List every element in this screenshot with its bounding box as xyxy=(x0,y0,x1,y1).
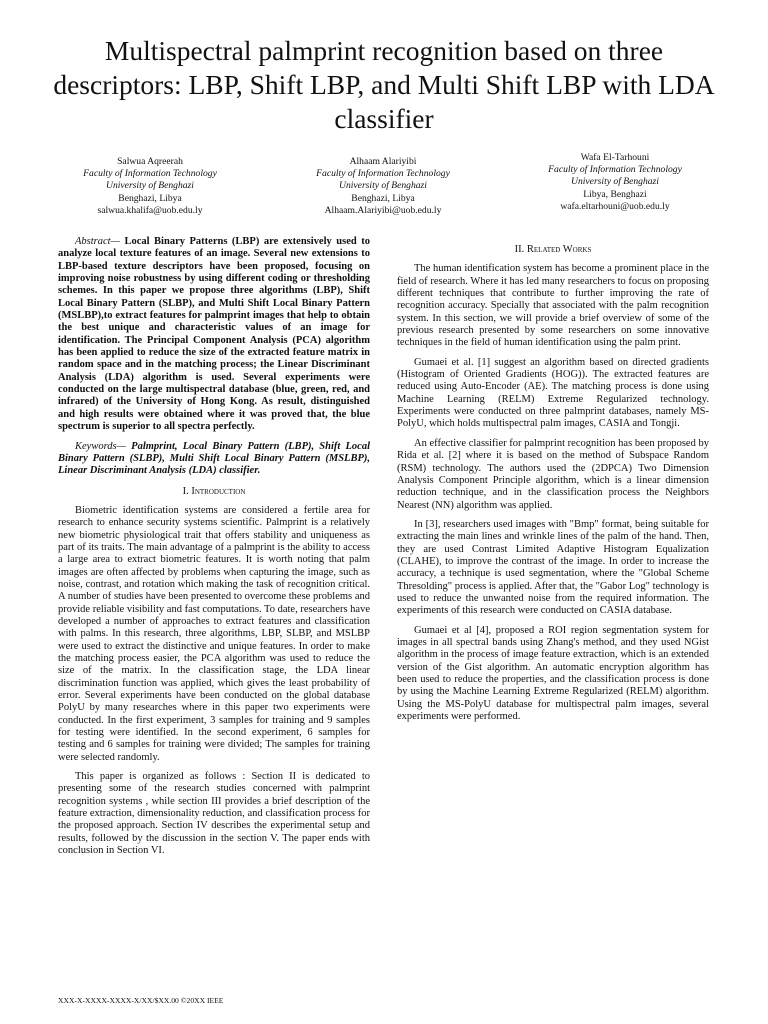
section-heading-related-works: II. Related Works xyxy=(514,244,592,255)
author-location: Benghazi, Libya xyxy=(118,192,182,204)
section-heading-introduction: I. Introduction xyxy=(182,485,246,497)
author-email: Alhaam.Alariyibi@uob.edu.ly xyxy=(324,204,442,216)
abstract-text: Local Binary Patterns (LBP) are extensively used to analyze local texture features of an image. Several new extensions to LBP-based texture descriptors have been proposed, focusing on improving noise robustness by using different coding or thresholding schemes. In this paper we propose three algorithms (LBP), Shift Local Binary Pattern (SLBP), and Multi Shift Local Binary Pattern (MSLBP),to extract features for palmprint images that help to obtain the best unique and characteristic values of an image for identification. The Principal Component Analysis (PCA) algorithm has been applied to reduce the size of the extracted feature matrix in random space and in the matching process; the Linear Discriminant Analysis (LDA) algorithm is used. Several experiments were conducted on the large multispectral database (blue, green, red, and infrared) of the University of Hong Kong. As result, distinguished and high results were obtained where it was proved that, the blue spectrum is superior to all spectra perfectly. xyxy=(58,236,370,433)
related-paragraph: In [3], researchers used images with "Bmp" format, being suitable for extracting the main lines and wrinkle lines of the palm of the hand. Then, they are used Contrast Limited Adaptive Histogram Equalization (CLAHE), to improve the contrast of the image. In order to increase the accuracy, a technique is used segmentation, where the "Global Scheme Thresolding" process is applied. After that, the "Gabor Log" technology is used to reduce the unwanted noise from the required information. The experiments of this research were conducted on CASIA database. xyxy=(397,518,709,617)
author-block-1 xyxy=(35,156,265,217)
author-faculty: Faculty of Information Technology xyxy=(548,164,682,176)
intro-paragraph: Biometric identification systems are considered a fertile area for research to enhance security systems scientific. Palmprint is a relatively new biometric physiological trait that offers stability and uniqueness as part of its traits. The main advantage of a palmprint is the ability to access a large area to extract biometric features. It is worth noting that palm images are often affected by problems when capturing the image, such as noise, contrast, and rotation which making the task of recognition critical. A number of studies have been presented to overcome these problems and provide reliable visibility and fast computations. To date, researchers have developed a number of approaches to extract features and classification with palms. In this research, three algorithms, LBP, SLBP, and MSLBP were used to extract the distinctive and unique features. In order to make the matching process easier, the PCA algorithm was used to reduce the size of the matrix. In the classification stage, the LDA linear discrimination function was applied, which gives the least probability of error. Several experiments have been conducted on the global database PolyU by many researches where in this paper two experiments were conducted. In the first experiment, 3 samples for training and 9 samples for testing were identified. In the second experiment, 6 samples for testing and 6 samples for training were divided; The samples for training were selected randomly. xyxy=(58,504,370,763)
keywords-label: Keywords— xyxy=(75,440,126,452)
author-location: Benghazi, Libya xyxy=(351,192,415,204)
author-name: Salwua Aqreerah xyxy=(117,156,183,167)
abstract xyxy=(58,236,370,434)
paper-title: Multispectral palmprint recognition based on three descriptors: LBP, Shift LBP, and Multi Shift LBP with LDA classifier xyxy=(53,35,715,134)
author-email: salwua.khalifa@uob.edu.ly xyxy=(97,204,203,216)
author-name: Alhaam Alariyibi xyxy=(349,156,417,167)
related-paragraph: Gumaei et al [4], proposed a ROI region segmentation system for images in all spectral bands using Zhang's method, and they used NGist algorithm in the process of image feature extraction, which is an extended version of the Gist algorithm. An automatic encryption algorithm has been used to reduce the properties, and the classification process is done by using the Machine Learning Extreme Regularized (RELM) algorithm. Using the MS-PolyU database for multispectral palm images, several experiments were performed. xyxy=(397,624,709,723)
author-university: University of Benghazi xyxy=(339,180,427,192)
left-column xyxy=(58,236,370,865)
author-faculty: Faculty of Information Technology xyxy=(83,168,217,180)
author-university: University of Benghazi xyxy=(571,176,659,188)
right-column xyxy=(397,236,709,730)
author-email: wafa.eltarhouni@uob.edu.ly xyxy=(560,200,670,212)
related-paragraph: The human identification system has become a prominent place in the field of research. Where it has led many researchers to focus on proposing different techniques that contribute to further improving the rate of recognition accuracy. Specially that associated with the palm recognition system. In this section, we will provide a brief overview of some of the previous research presented by some researchers on some innovative techniques in the field of human identification using the palm print. xyxy=(397,263,709,349)
related-paragraph: Gumaei et al. [1] suggest an algorithm based on directed gradients (Histogram of Oriented Gradients (HOG)). The extracted features are reduced using Auto-Encoder (AE). The matching process is done using Machine Learning (RELM) Extreme Regularized technology. Experiments were conducted on three palmprint databases, namely MS-PolyU, which holds multispectral palm images, CASIA and Tongji. xyxy=(397,356,709,430)
abstract-label: Abstract— xyxy=(75,236,120,247)
keywords xyxy=(58,441,370,478)
author-block-2 xyxy=(268,156,498,217)
related-paragraph: An effective classifier for palmprint recognition has been proposed by Rida et al. [2] where it is based on the method of Subspace Random (RSM) technology. The authors used the (2DPCA) Two Dimension Analysis Component Principle algorithm, which is a linear dimension reduction technique, and in the classification process the Neighbors Nearest (NN) algorithm was applied. xyxy=(397,437,709,511)
author-faculty: Faculty of Information Technology xyxy=(316,168,450,180)
author-location: Libya, Benghazi xyxy=(583,188,647,200)
author-university: University of Benghazi xyxy=(106,180,194,192)
author-name: Wafa El-Tarhouni xyxy=(580,152,650,163)
copyright-footer: XXX-X-XXXX-XXXX-X/XX/$XX.00 ©20XX IEEE xyxy=(58,996,224,1005)
keywords-text: Palmprint, Local Binary Pattern (LBP), Shift Local Binary Pattern (SLBP), Multi Shift Local Binary Pattern (MSLBP), Linear Discriminant Analysis (LDA) classifier. xyxy=(58,440,370,477)
intro-paragraph: This paper is organized as follows : Section II is dedicated to presenting some of the research studies concerned with palmprint recognition systems , while section III provides a brief description of the feature extraction, dimensionality reduction, and classification process for the proposed approach. Section IV describes the experimental setup and results, followed by the discussion in the section V. The paper ends with conclusion in Section VI. xyxy=(58,771,370,857)
author-block-3 xyxy=(500,152,730,213)
